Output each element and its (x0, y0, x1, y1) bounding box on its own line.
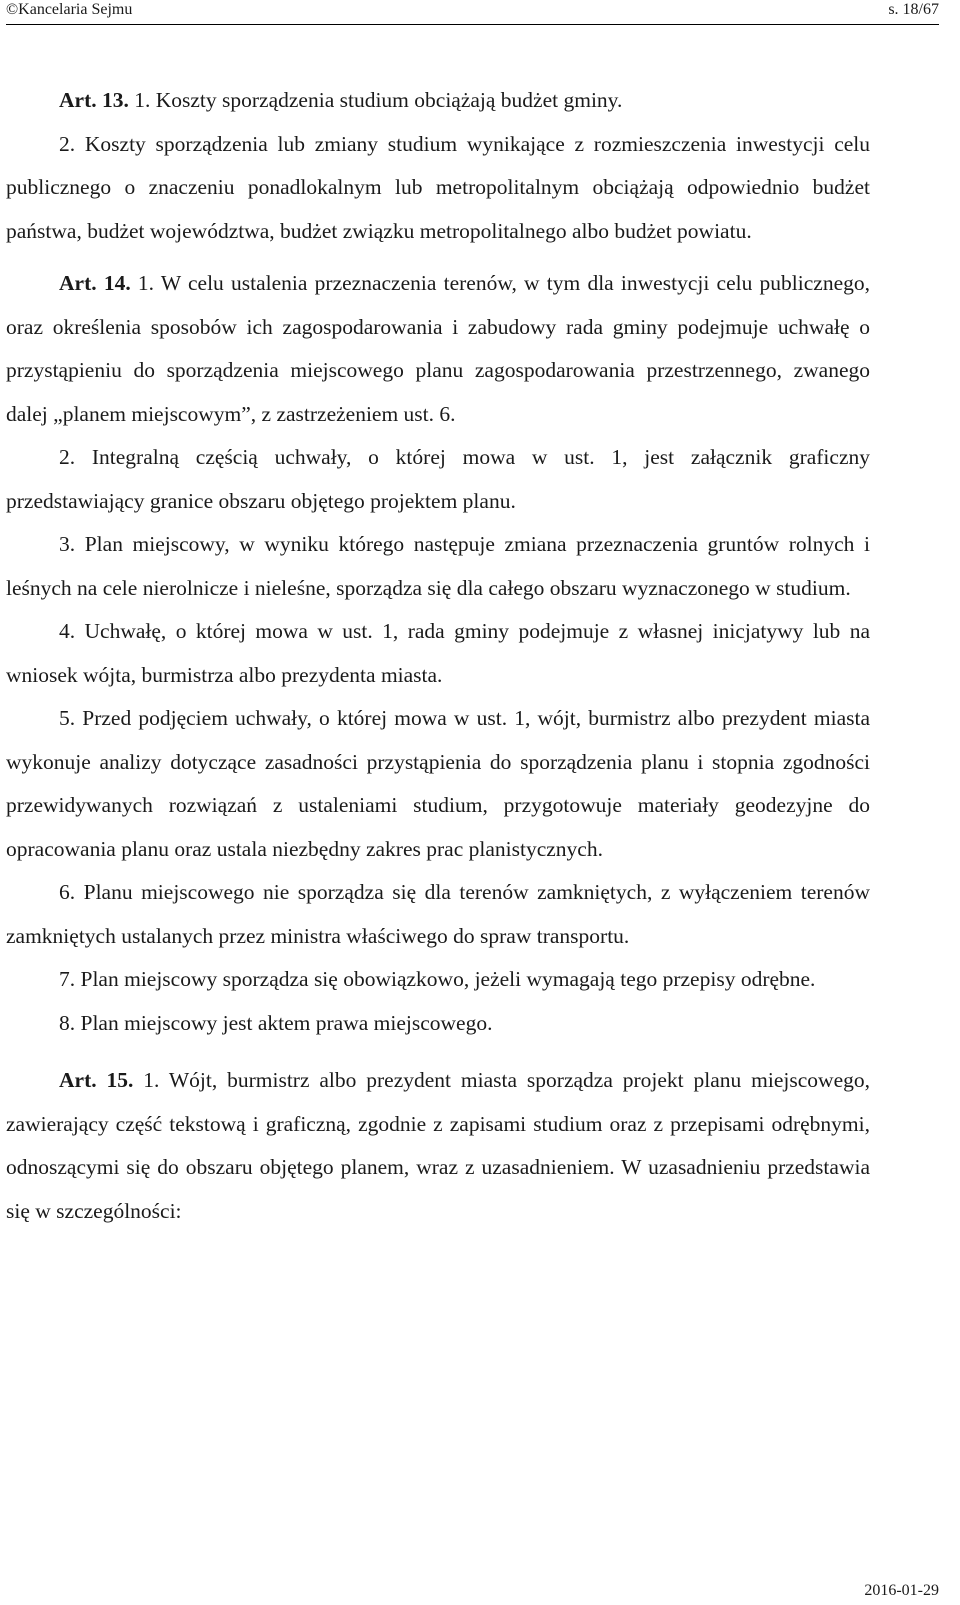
paragraph-text: 4. Uchwałę, o której mowa w ust. 1, rada gminy podejmuje z własnej inicjatywy lub na wniosek wójta, burmistrza albo prezydenta miasta. (6, 619, 870, 687)
paragraph-text: 3. Plan miejscowy, w wyniku którego następuje zmiana przeznaczenia gruntów rolnych i leśnych na cele nierolnicze i nieleśne, sporządza się dla całego obszaru wyznaczonego w studium. (6, 532, 870, 600)
publisher-label: ©Kancelaria Sejmu (6, 1, 133, 18)
article-number: Art. 13. (59, 88, 129, 112)
paragraph-art14-7 (6, 958, 870, 1002)
paragraph-text: 1. W celu ustalenia przeznaczenia terenów, w tym dla inwestycji celu publicznego, oraz określenia sposobów ich zagospodarowania i zabudowy rada gminy podejmuje uchwałę o przystąpieniu do sporządzenia miejscowego planu zagospodarowania przestrzennego, zwanego dalej „planem miejscowym”, z zastrzeżeniem ust. 6. (6, 271, 870, 426)
paragraph-text: 2. Koszty sporządzenia lub zmiany studium wynikające z rozmieszczenia inwestycji celu publicznego o znaczeniu ponadlokalnym lub metropolitalnym obciążają odpowiednio budżet państwa, budżet województwa, budżet związku metropolitalnego albo budżet powiatu. (6, 131, 870, 243)
paragraph-text: 6. Planu miejscowego nie sporządza się dla terenów zamkniętych, z wyłączeniem terenów zamkniętych ustalanych przez ministra właściwego do spraw transportu. (6, 880, 870, 948)
page-header (6, 0, 939, 25)
paragraph-art13-1 (6, 79, 870, 123)
paragraph-art13-2 (6, 123, 870, 254)
paragraph-art14-3 (6, 523, 870, 610)
paragraph-art15-1 (6, 1059, 870, 1233)
page-number: s. 18/67 (888, 1, 939, 18)
paragraph-art14-8 (6, 1002, 870, 1046)
paragraph-text: 5. Przed podjęciem uchwały, o której mowa w ust. 1, wójt, burmistrz albo prezydent miasta wykonuje analizy dotyczące zasadności przystąpienia do sporządzenia planu i stopnia zgodności przewidywanych rozwiązań z ustaleniami studium, przygotowuje materiały geodezyjne do opracowania planu oraz ustala niezbędny zakres prac planistycznych. (6, 706, 870, 861)
paragraph-art14-2 (6, 436, 870, 523)
paragraph-text: 8. Plan miejscowy jest aktem prawa miejscowego. (59, 1010, 493, 1035)
footer-date: 2016-01-29 (864, 1582, 939, 1599)
article-number: Art. 14. (59, 271, 131, 295)
document-body (6, 79, 870, 1233)
paragraph-art14-4 (6, 610, 870, 697)
paragraph-art14-1 (6, 262, 870, 436)
paragraph-art14-6 (6, 871, 870, 958)
paragraph-text: 2. Integralną częścią uchwały, o której mowa w ust. 1, jest załącznik graficzny przedstawiający granice obszaru objętego projektem planu. (6, 445, 870, 513)
paragraph-text: 1. Wójt, burmistrz albo prezydent miasta sporządza projekt planu miejscowego, zawierający część tekstową i graficzną, zgodnie z zapisami studium oraz z przepisami odrębnymi, odnoszącymi się do obszaru objętego planem, wraz z uzasadnieniem. W uzasadnieniu przedstawia się w szczególności: (6, 1068, 870, 1223)
article-number: Art. 15. (59, 1068, 134, 1092)
paragraph-art14-5 (6, 697, 870, 871)
paragraph-text: 7. Plan miejscowy sporządza się obowiązkowo, jeżeli wymagają tego przepisy odrębne. (59, 967, 816, 991)
paragraph-text: 1. Koszty sporządzenia studium obciążają budżet gminy. (128, 88, 623, 112)
